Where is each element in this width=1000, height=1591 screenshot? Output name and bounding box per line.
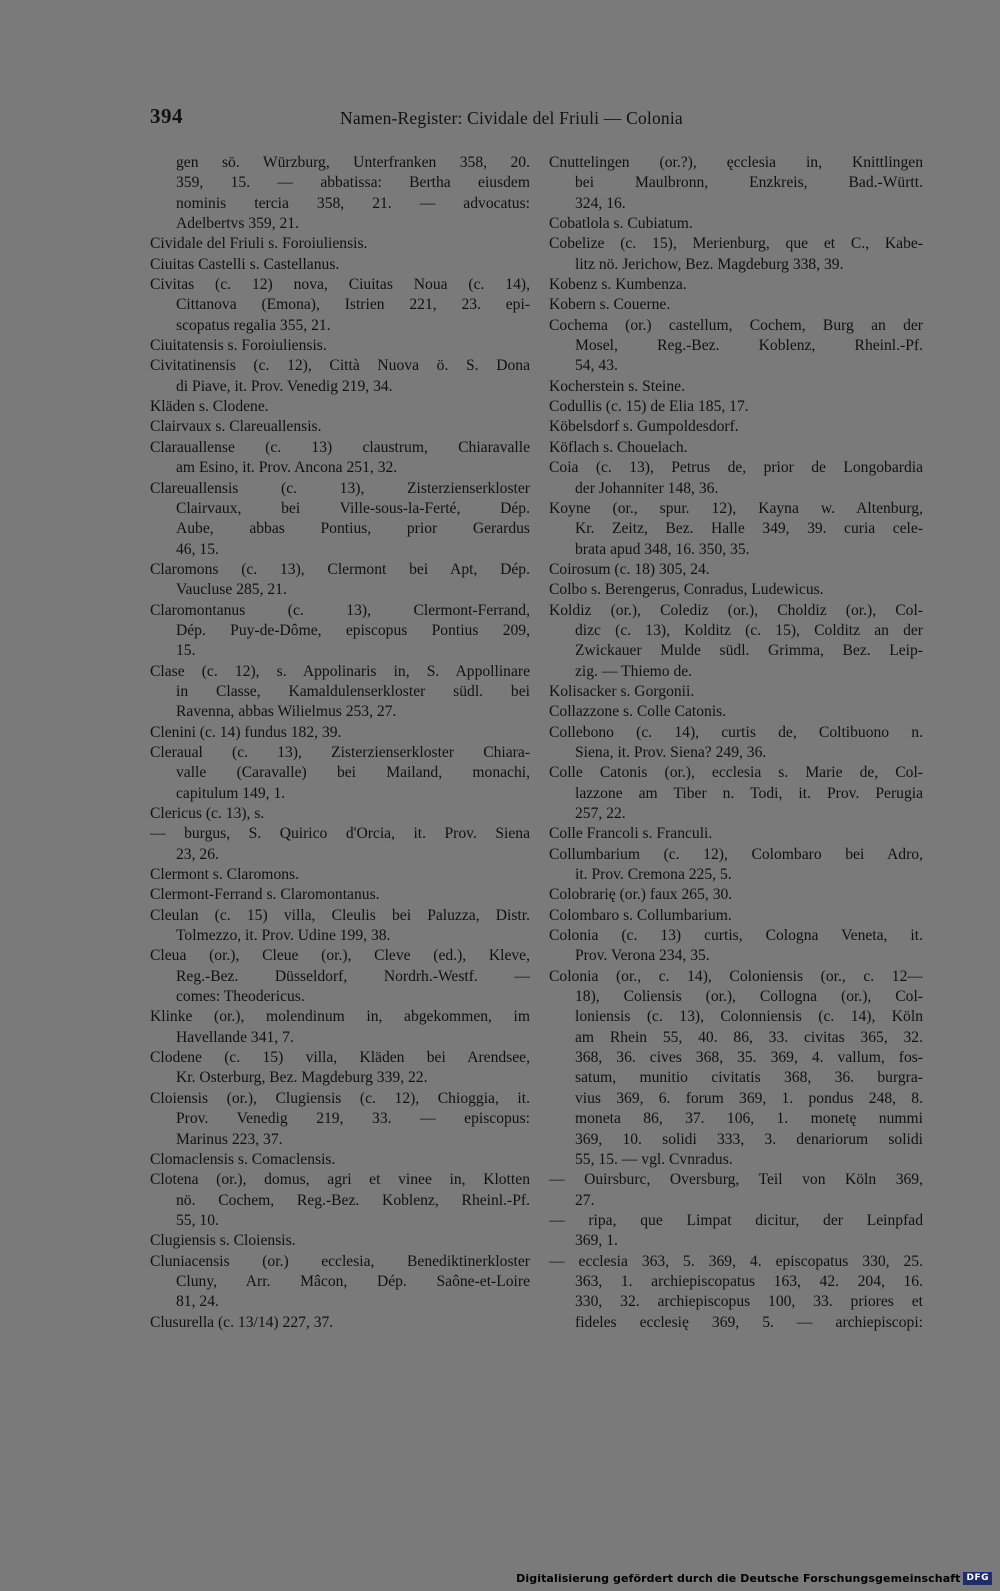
index-line: zig. — Thiemo de. bbox=[575, 662, 693, 680]
page-header bbox=[150, 100, 730, 132]
index-line: satum, munitio civitatis 368, 36. burgra- bbox=[575, 1069, 923, 1087]
index-line: Adelbertvs 359, 21. bbox=[176, 215, 299, 233]
index-line: Colombaro s. Collumbarium. bbox=[549, 906, 732, 924]
index-line: — Ouirsburc, Oversburg, Teil von Köln 369, bbox=[549, 1171, 923, 1189]
index-line: nominis tercia 358, 21. — advocatus: bbox=[176, 194, 530, 212]
index-line: Cnuttelingen (or.?), ęcclesia in, Knittlingen bbox=[549, 154, 923, 171]
index-line: dizc (c. 13), Kolditz (c. 15), Colditz an der bbox=[575, 621, 923, 639]
index-line: — ecclesia 363, 5. 369, 4. episcopatus 330, 25. bbox=[549, 1252, 923, 1270]
index-line: 369, 1. bbox=[575, 1232, 618, 1250]
index-line: Dép. Puy-de-Dôme, episcopus Pontius 209, bbox=[176, 621, 530, 639]
index-line: 257, 22. bbox=[575, 805, 626, 822]
index-line: Clairvaux, bei Ville-sous-la-Ferté, Dép. bbox=[176, 499, 530, 517]
index-line: Clodene (c. 15) villa, Kläden bei Arendsee, bbox=[150, 1049, 530, 1067]
index-line: Kobern s. Couerne. bbox=[549, 296, 671, 314]
index-line: Ravenna, abbas Wilielmus 253, 27. bbox=[176, 703, 397, 721]
index-line: Cluny, Arr. Mâcon, Dép. Saône-et-Loire bbox=[176, 1272, 530, 1290]
index-line: Colonia (c. 13) curtis, Cologna Veneta, it. bbox=[549, 927, 923, 945]
index-line: Köbelsdorf s. Gumpoldesdorf. bbox=[549, 418, 739, 436]
index-line: Siena, it. Prov. Siena? 249, 36. bbox=[575, 743, 767, 761]
index-line: Klinke (or.), molendinum in, abgekommen, im bbox=[150, 1008, 530, 1026]
index-line: gen sö. Würzburg, Unterfranken 358, 20. bbox=[176, 154, 530, 171]
index-line: — ripa, que Limpat dicitur, der Leinpfad bbox=[549, 1211, 923, 1229]
index-line: Clase (c. 12), s. Appolinaris in, S. Appollinare bbox=[150, 662, 530, 680]
left-column bbox=[150, 153, 530, 1333]
index-line: Clenini (c. 14) fundus 182, 39. bbox=[150, 723, 342, 741]
index-line: valle (Caravalle) bei Mailand, monachi, bbox=[176, 764, 530, 782]
index-line: Cleraual (c. 13), Zisterzienserkloster Chiara- bbox=[150, 743, 530, 761]
index-line: fideles ecclesię 369, 5. — archiepiscopi: bbox=[575, 1313, 923, 1331]
index-line: loniensis (c. 13), Colonniensis (c. 14), Köln bbox=[575, 1008, 923, 1026]
index-line: Collumbarium (c. 12), Colombaro bei Adro, bbox=[549, 845, 923, 863]
index-line: Colle Catonis (or.), ecclesia s. Marie de, Col- bbox=[549, 764, 923, 782]
index-line: Kobenz s. Kumbenza. bbox=[549, 276, 687, 294]
index-line: der Johanniter 148, 36. bbox=[575, 479, 719, 497]
index-line: Clairvaux s. Clareuallensis. bbox=[150, 418, 322, 436]
index-line: Cittanova (Emona), Istrien 221, 23. epi- bbox=[176, 296, 530, 314]
index-line: Tolmezzo, it. Prov. Udine 199, 38. bbox=[176, 927, 391, 945]
index-line: Clugiensis s. Cloiensis. bbox=[150, 1232, 296, 1250]
index-line: am Esino, it. Prov. Ancona 251, 32. bbox=[176, 459, 398, 477]
index-line: — burgus, S. Quirico d'Orcia, it. Prov. Siena bbox=[150, 825, 530, 843]
index-line: 27. bbox=[575, 1191, 595, 1209]
index-line: Cobatlola s. Cubiatum. bbox=[549, 215, 693, 233]
index-line: 81, 24. bbox=[176, 1293, 219, 1311]
index-line: Kolisacker s. Gorgonii. bbox=[549, 682, 695, 700]
index-line: brata apud 348, 16. 350, 35. bbox=[575, 540, 750, 558]
index-line: Marinus 223, 37. bbox=[176, 1130, 283, 1148]
index-line: Cobelize (c. 15), Merienburg, que et C., Kabe- bbox=[549, 235, 923, 253]
index-line: 324, 16. bbox=[575, 194, 626, 212]
index-line: Clericus (c. 13), s. bbox=[150, 805, 265, 822]
index-line: Ciuitas Castelli s. Castellanus. bbox=[150, 255, 340, 273]
index-line: Ciuitatensis s. Foroiuliensis. bbox=[150, 337, 327, 355]
footer-text: Digitalisierung gefördert durch die Deutsche Forschungsgemeinschaft bbox=[516, 1571, 961, 1585]
index-line: Collebono (c. 14), curtis de, Coltibuono n. bbox=[549, 723, 923, 741]
index-line: 55, 10. bbox=[176, 1211, 219, 1229]
index-line: litz nö. Jerichow, Bez. Magdeburg 338, 39. bbox=[575, 255, 844, 273]
index-line: Kr. Osterburg, Bez. Magdeburg 339, 22. bbox=[176, 1069, 428, 1087]
index-line: Cloiensis (or.), Clugiensis (c. 12), Chioggia, it. bbox=[150, 1089, 530, 1107]
index-line: Clermont-Ferrand s. Claromontanus. bbox=[150, 886, 380, 904]
index-line: 18), Coliensis (or.), Collogna (or.), Col- bbox=[575, 988, 923, 1006]
index-line: 368, 36. cives 368, 35. 369, 4. vallum, fos- bbox=[575, 1049, 923, 1067]
index-line: Prov. Venedig 219, 33. — episcopus: bbox=[176, 1110, 530, 1128]
index-line: Cividale del Friuli s. Foroiuliensis. bbox=[150, 235, 368, 253]
index-line: Colle Francoli s. Franculi. bbox=[549, 825, 713, 843]
index-line: Colobrarię (or.) faux 265, 30. bbox=[549, 886, 733, 904]
index-line: Clotena (or.), domus, agri et vinee in, Klotten bbox=[150, 1171, 530, 1189]
right-column bbox=[549, 153, 923, 1333]
page-number: 394 bbox=[150, 104, 183, 128]
index-line: Civitas (c. 12) nova, Ciuitas Noua (c. 14), bbox=[150, 276, 530, 294]
index-line: vius 369, 6. forum 369, 1. pondus 248, 8. bbox=[575, 1089, 923, 1107]
footer-credit bbox=[516, 1571, 992, 1585]
index-line: Colbo s. Berengerus, Conradus, Ludewicus. bbox=[549, 581, 824, 599]
index-line: Aube, abbas Pontius, prior Gerardus bbox=[176, 520, 530, 538]
index-line: Cleulan (c. 15) villa, Cleulis bei Paluzza, Distr. bbox=[150, 906, 530, 924]
index-line: comes: Theodericus. bbox=[176, 988, 305, 1006]
index-line: Kr. Zeitz, Bez. Halle 349, 39. curia cele- bbox=[575, 520, 923, 538]
index-line: Clomaclensis s. Comaclensis. bbox=[150, 1150, 336, 1168]
index-line: 15. bbox=[176, 642, 196, 660]
index-line: 55, 15. — vgl. Cvnradus. bbox=[575, 1150, 733, 1168]
index-line: Clareuallensis (c. 13), Zisterzienserkloster bbox=[150, 479, 530, 497]
index-line: moneta 86, 37. 106, 1. monetę nummi bbox=[575, 1110, 923, 1128]
index-line: bei Maulbronn, Enzkreis, Bad.-Württ. bbox=[575, 174, 923, 192]
index-line: nö. Cochem, Reg.-Bez. Koblenz, Rheinl.-Pf. bbox=[176, 1191, 530, 1209]
index-line: Clusurella (c. 13/14) 227, 37. bbox=[150, 1313, 334, 1331]
index-line: scopatus regalia 355, 21. bbox=[176, 316, 331, 334]
index-line: 359, 15. — abbatissa: Bertha eiusdem bbox=[176, 174, 530, 192]
index-line: 23, 26. bbox=[176, 845, 219, 863]
index-line: capitulum 149, 1. bbox=[176, 784, 286, 802]
index-line: Koyne (or., spur. 12), Kayna w. Altenburg, bbox=[549, 499, 923, 517]
index-line: Prov. Verona 234, 35. bbox=[575, 947, 710, 965]
index-line: Kläden s. Clodene. bbox=[150, 398, 269, 416]
index-line: Clermont s. Claromons. bbox=[150, 866, 300, 884]
index-line: 363, 1. archiepiscopatus 163, 42. 204, 16. bbox=[575, 1272, 923, 1290]
index-line: Köflach s. Chouelach. bbox=[549, 438, 688, 456]
index-line: in Classe, Kamaldulenserkloster südl. bei bbox=[176, 682, 530, 700]
index-line: it. Prov. Cremona 225, 5. bbox=[575, 866, 732, 884]
index-line: Koldiz (or.), Colediz (or.), Choldiz (or.), Col- bbox=[549, 601, 923, 619]
index-line: 369, 10. solidi 333, 3. denariorum solidi bbox=[575, 1130, 923, 1148]
index-line: 330, 32. archiepiscopus 100, 33. priores et bbox=[575, 1293, 923, 1311]
index-line: di Piave, it. Prov. Venedig 219, 34. bbox=[176, 377, 393, 395]
index-line: Civitatinensis (c. 12), Città Nuova ö. S. Dona bbox=[150, 357, 530, 375]
index-line: Kocherstein s. Steine. bbox=[549, 377, 685, 395]
index-line: Codullis (c. 15) de Elia 185, 17. bbox=[549, 398, 749, 416]
index-line: Collazzone s. Colle Catonis. bbox=[549, 703, 727, 721]
index-line: Cochema (or.) castellum, Cochem, Burg an der bbox=[549, 316, 923, 334]
index-line: Havellande 341, 7. bbox=[176, 1028, 294, 1046]
index-line: Clarauallense (c. 13) claustrum, Chiaravalle bbox=[150, 438, 530, 456]
index-line: Cluniacensis (or.) ecclesia, Benediktinerkloster bbox=[150, 1252, 530, 1270]
index-line: 54, 43. bbox=[575, 357, 618, 375]
index-line: Claromontanus (c. 13), Clermont-Ferrand, bbox=[150, 601, 530, 619]
index-line: Vaucluse 285, 21. bbox=[176, 581, 287, 599]
running-head: Namen-Register: Cividale del Friuli — Colonia bbox=[340, 108, 683, 128]
index-line: lazzone am Tiber n. Todi, it. Prov. Perugia bbox=[575, 784, 923, 802]
index-line: Coirosum (c. 18) 305, 24. bbox=[549, 560, 710, 578]
dfg-logo: DFG bbox=[963, 1572, 992, 1585]
index-line: am Rhein 55, 40. 86, 33. civitas 365, 32. bbox=[575, 1028, 923, 1046]
index-line: Reg.-Bez. Düsseldorf, Nordrh.-Westf. — bbox=[176, 967, 530, 985]
index-line: Zwickauer Mulde südl. Grimma, Bez. Leip- bbox=[575, 642, 923, 660]
index-line: Cleua (or.), Cleue (or.), Cleve (ed.), Kleve, bbox=[150, 947, 530, 965]
index-line: Claromons (c. 13), Clermont bei Apt, Dép. bbox=[150, 560, 530, 578]
index-line: Mosel, Reg.-Bez. Koblenz, Rheinl.-Pf. bbox=[575, 337, 923, 355]
index-line: Coia (c. 13), Petrus de, prior de Longobardia bbox=[549, 459, 923, 477]
index-line: Colonia (or., c. 14), Coloniensis (or., c. 12— bbox=[549, 967, 923, 985]
index-line: 46, 15. bbox=[176, 540, 219, 558]
